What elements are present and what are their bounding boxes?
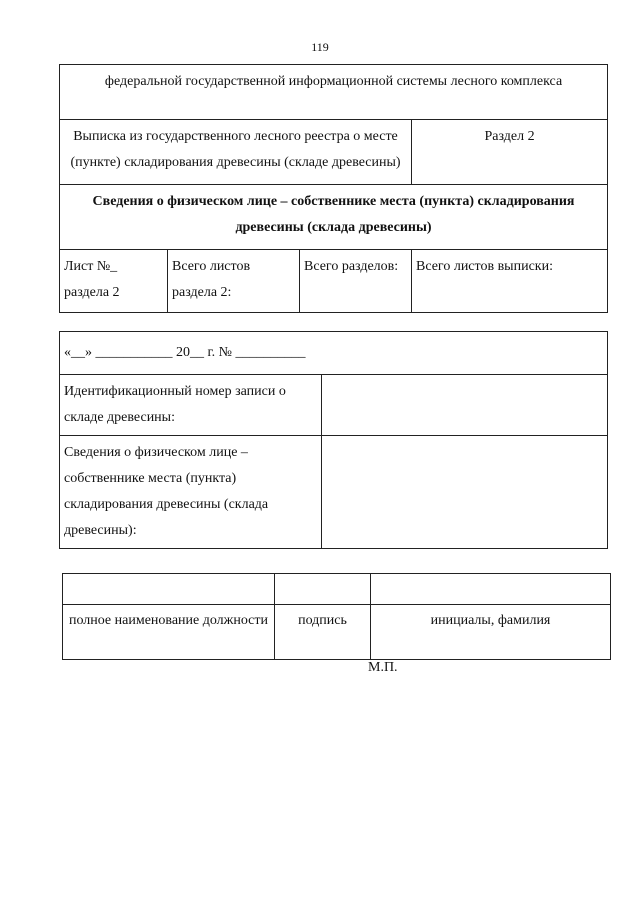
record-table [59, 331, 608, 549]
system-name: федеральной государственной информационной системы лесного комплекса [60, 65, 608, 120]
page-number: 119 [311, 40, 329, 54]
record-date-line[interactable]: «__» ___________ 20__ г. № __________ [60, 332, 608, 375]
signature-blank[interactable] [275, 574, 371, 605]
name-blank[interactable] [371, 574, 611, 605]
record-id-value[interactable] [322, 375, 608, 436]
section-heading: Сведения о физическом лице – собственнике места (пункта) складирования древесины (склада древесины) [60, 185, 608, 250]
extract-title: Выписка из государственного лесного реестра о месте (пункте) складирования древесины (складе древесины) [60, 120, 412, 185]
stamp-label: М.П. [368, 660, 398, 675]
total-sheets-extract-field[interactable]: Всего листов выписки: [412, 250, 608, 313]
total-sheets-section-field[interactable]: Всего листов раздела 2: [168, 250, 300, 313]
position-caption: полное наименование должности [63, 605, 275, 660]
owner-info-label: Сведения о физическом лице – собственнике места (пункта) складирования древесины (склада древесины): [60, 436, 322, 549]
extract-header-table [59, 64, 608, 313]
total-sections-field[interactable]: Всего разделов: [300, 250, 412, 313]
signature-table [62, 573, 611, 660]
record-id-label: Идентификационный номер записи о складе древесины: [60, 375, 322, 436]
sheet-number-field[interactable]: Лист №_ раздела 2 [60, 250, 168, 313]
position-blank[interactable] [63, 574, 275, 605]
signature-caption: подпись [275, 605, 371, 660]
section-label: Раздел 2 [412, 120, 608, 185]
owner-info-value[interactable] [322, 436, 608, 549]
name-caption: инициалы, фамилия [371, 605, 611, 660]
